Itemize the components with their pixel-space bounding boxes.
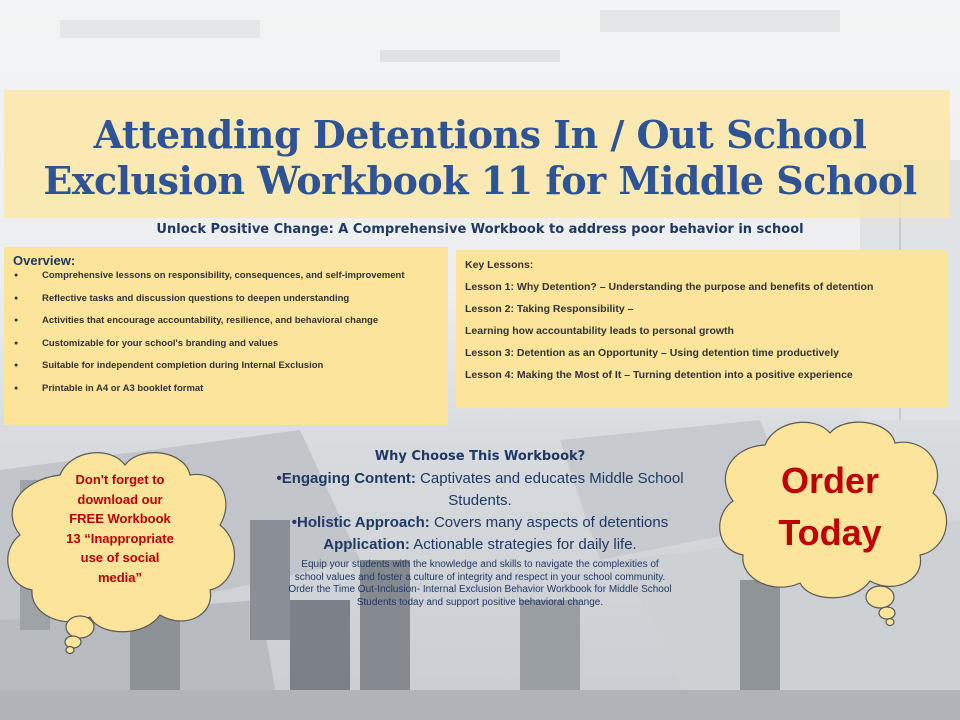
why-point-label: •Holistic Approach: [291,514,430,531]
overview-heading: Overview: [13,253,76,268]
why-point-text: Actionable strategies for daily life. [409,536,637,553]
fine-print [240,559,720,609]
why-heading: Why Choose This Workbook? [374,449,586,464]
overview-item: ● Customizable for your school's branding and values [14,337,444,360]
why-point [230,514,730,531]
lesson-line: Lesson 4: Making the Most of It – Turning detention into a positive experience [465,369,853,381]
why-point-label: Application: [323,536,410,553]
order-today-callout[interactable] [740,455,920,559]
order-line: Order [780,460,880,501]
cloud-line: use of social [80,550,160,565]
cloud-line: Don't forget to [75,472,165,487]
why-point [230,470,730,487]
why-point-text: Captivates and educates Middle School [415,470,684,487]
key-lessons-box [456,250,947,408]
why-point-text: Students. [448,492,512,509]
lesson-line: Learning how accountability leads to personal growth [465,325,734,337]
lesson-line: Lesson 1: Why Detention? – Understanding the purpose and benefits of detention [465,281,874,293]
overview-item: ● Printable in A4 or A3 booklet format [14,382,444,405]
overview-list [14,269,444,404]
lesson-line: Lesson 3: Detention as an Opportunity – Using detention time productively [465,347,839,359]
cloud-line: 13 “Inappropriate [66,530,174,546]
key-lessons-heading: Key Lessons: [465,259,534,271]
lesson-line: Lesson 2: Taking Responsibility – [465,303,634,315]
overview-item: ● Comprehensive lessons on responsibility, consequences, and self-improvement [14,269,444,292]
overview-item: ● Reflective tasks and discussion questions to deepen understanding [14,292,444,315]
order-line: Today [778,512,882,553]
cloud-line: media” [97,569,143,585]
overview-box [4,247,448,425]
overview-item: ● Suitable for independent completion during Internal Exclusion [14,359,444,382]
fine-print-line: Students today and support positive behavioral change. [356,596,604,608]
title-line-2: Exclusion Workbook 11 for Middle School [43,158,917,203]
why-point [230,492,730,509]
free-workbook-message [36,470,204,587]
cloud-line: FREE Workbook [69,511,171,526]
why-point-text: Covers many aspects of detentions [429,514,669,531]
fine-print-line: Order the Time Out-Inclusion- Internal Exclusion Behavior Workbook for Middle School [288,584,672,595]
subtitle: Unlock Positive Change: A Comprehensive Workbook to address poor behavior in school [156,222,804,237]
overview-item: ● Activities that encourage accountability, resilience, and behavioral change [14,314,444,337]
why-point [230,536,730,553]
fine-print-line: Equip your students with the knowledge and skills to navigate the complexities of [301,559,659,570]
page-title [0,112,960,204]
title-line-1: Attending Detentions In / Out School [93,112,867,157]
why-point-label: •Engaging Content: [276,470,416,487]
fine-print-line: school values and foster a culture of integrity and respect in your school community. [294,571,666,583]
cloud-line: download our [77,491,163,507]
